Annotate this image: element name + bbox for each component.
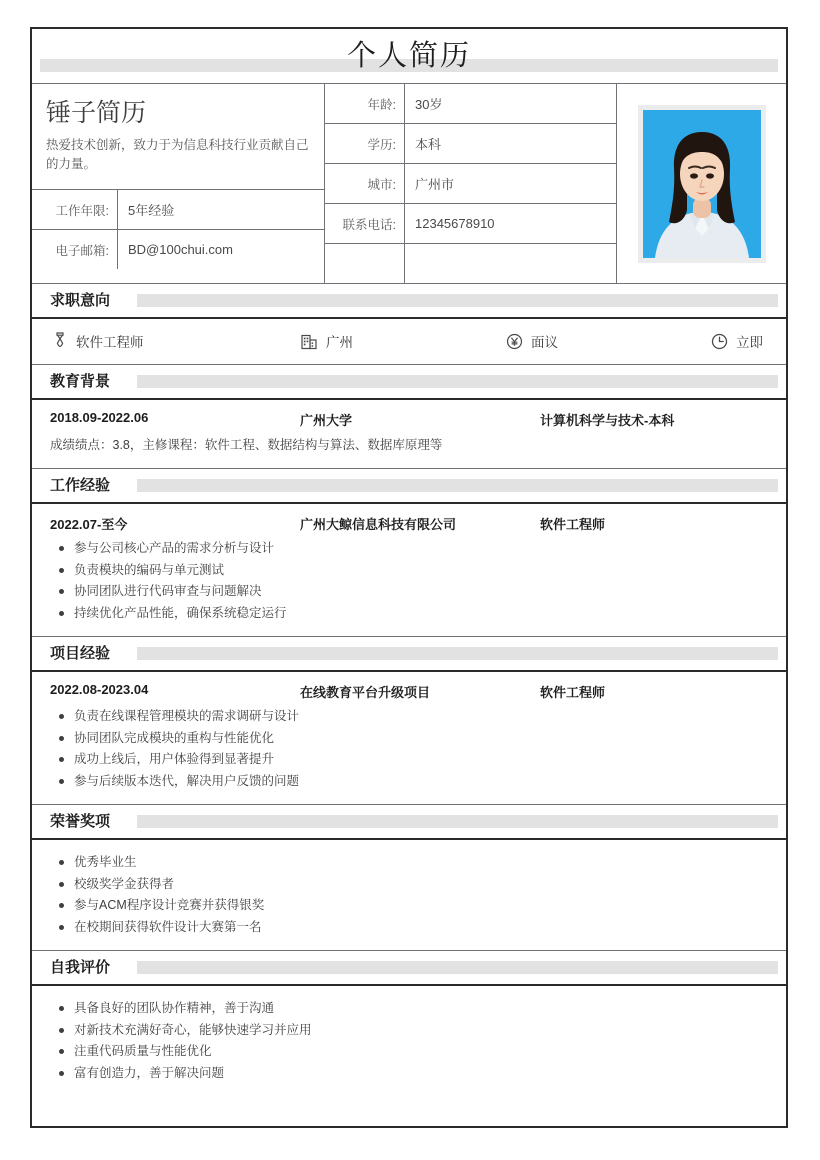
profile-header: [32, 83, 786, 284]
section-body-self-evaluation: [32, 986, 786, 1096]
list-item: 参与后续版本迭代，解决用户反馈的问题: [50, 771, 768, 793]
section-title: 自我评价: [50, 959, 111, 976]
intention-row: [50, 319, 768, 364]
field-value: 30岁: [415, 97, 443, 112]
list-item: 负责在线课程管理模块的需求调研与设计: [50, 706, 768, 728]
field-label-empty: [325, 244, 405, 283]
intention-salary: [505, 331, 710, 351]
entry-major: 计算机科学与技术-本科: [540, 413, 675, 428]
honors-list: [50, 852, 768, 938]
avatar: [638, 105, 766, 263]
field-value-empty: [405, 244, 616, 283]
section-title: 求职意向: [50, 292, 111, 309]
list-item: 对新技术充满好奇心，能够快速学习并应用: [50, 1020, 768, 1042]
entry-project-name: 在线教育平台升级项目: [300, 685, 431, 700]
intention-position: [50, 331, 300, 351]
photo-cell: [617, 84, 786, 283]
project-bullet-list: [50, 706, 768, 792]
profile-middle-column: [325, 84, 617, 283]
field-value: 广州市: [415, 177, 455, 192]
section-title: 教育背景: [50, 373, 111, 390]
entry-organization: 广州大学: [300, 413, 353, 428]
field-row-phone: [325, 204, 616, 244]
field-label: 年龄:: [325, 84, 405, 123]
name-box: [32, 84, 324, 190]
avatar-image: [643, 110, 761, 258]
clock-icon: [710, 332, 729, 351]
field-label: 联系电话:: [325, 204, 405, 243]
field-row-city: [325, 164, 616, 204]
section-band: [137, 479, 778, 492]
entry-role: 软件工程师: [540, 685, 606, 700]
list-item: 注重代码质量与性能优化: [50, 1041, 768, 1063]
section-body-project: [32, 672, 786, 805]
field-label: 学历:: [325, 124, 405, 163]
education-entry: [50, 410, 768, 456]
list-item: 参与公司核心产品的需求分析与设计: [50, 538, 768, 560]
list-item: 负责模块的编码与单元测试: [50, 560, 768, 582]
yen-icon: [505, 332, 524, 351]
page-title: 个人简历: [346, 40, 471, 72]
entry-date: 2022.07-至今: [50, 517, 128, 532]
entry-date: 2022.08-2023.04: [50, 682, 149, 697]
work-bullet-list: [50, 538, 768, 624]
section-header-self-evaluation: [32, 951, 786, 986]
field-label: 电子邮箱:: [32, 230, 118, 269]
field-row-education: [325, 124, 616, 164]
field-value: 本科: [415, 137, 442, 152]
section-header-work: [32, 469, 786, 504]
resume-page: [30, 27, 788, 1128]
entry-company: 广州大鲸信息科技有限公司: [300, 517, 457, 532]
field-row-empty: [325, 244, 616, 283]
intention-availability: [710, 331, 763, 351]
self-evaluation-list: [50, 998, 768, 1084]
entry-date: 2018.09-2022.06: [50, 410, 149, 425]
list-item: 在校期间获得软件设计大赛第一名: [50, 917, 768, 939]
section-title: 工作经验: [50, 477, 111, 494]
section-body-education: [32, 400, 786, 469]
section-title: 荣誉奖项: [50, 813, 111, 830]
portrait-illustration: [643, 110, 761, 258]
section-band: [137, 375, 778, 388]
field-label: 工作年限:: [32, 190, 118, 229]
field-row-email: [32, 230, 324, 269]
building-icon: [300, 332, 319, 351]
list-item: 成功上线后，用户体验得到显著提升: [50, 749, 768, 771]
work-entry: [50, 514, 768, 624]
section-header-project: [32, 637, 786, 672]
list-item: 持续优化产品性能，确保系统稳定运行: [50, 603, 768, 625]
intention-city-label: 广州: [326, 335, 353, 350]
list-item: 协同团队完成模块的重构与性能优化: [50, 728, 768, 750]
list-item: 校级奖学金获得者: [50, 874, 768, 896]
entry-header: [50, 514, 768, 533]
section-title: 项目经验: [50, 645, 111, 662]
entry-header: [50, 410, 768, 429]
section-body-intention: [32, 319, 786, 365]
list-item: 富有创造力，善于解决问题: [50, 1063, 768, 1085]
field-row-work-years: [32, 190, 324, 230]
intention-salary-label: 面议: [531, 335, 558, 350]
candidate-slogan: 热爱技术创新，致力于为信息科技行业贡献自己的力量。: [46, 138, 309, 171]
list-item: 优秀毕业生: [50, 852, 768, 874]
education-detail: 成绩绩点：3.8，主修课程：软件工程、数据结构与算法、数据库原理等: [50, 438, 443, 452]
profile-left-column: [32, 84, 325, 283]
entry-role: 软件工程师: [540, 517, 606, 532]
section-band: [137, 647, 778, 660]
field-label: 城市:: [325, 164, 405, 203]
intention-position-label: 软件工程师: [76, 335, 144, 350]
intention-city: [300, 331, 505, 351]
intention-availability-label: 立即: [736, 335, 763, 350]
project-entry: [50, 682, 768, 792]
section-band: [137, 815, 778, 828]
section-body-work: [32, 504, 786, 637]
field-value: 12345678910: [415, 216, 495, 231]
section-band: [137, 961, 778, 974]
section-header-honors: [32, 805, 786, 840]
list-item: 参与ACM程序设计竞赛并获得银奖: [50, 895, 768, 917]
field-row-age: [325, 84, 616, 124]
document-title-block: [32, 29, 786, 83]
field-value: 5年经验: [128, 203, 175, 218]
list-item: 具备良好的团队协作精神，善于沟通: [50, 998, 768, 1020]
section-header-intention: [32, 284, 786, 319]
tie-icon: [50, 332, 69, 351]
entry-header: [50, 682, 768, 701]
field-value: BD@100chui.com: [128, 242, 233, 257]
section-body-honors: [32, 840, 786, 951]
section-header-education: [32, 365, 786, 400]
candidate-name: 锤子简历: [46, 99, 147, 127]
section-band: [137, 294, 778, 307]
list-item: 协同团队进行代码审查与问题解决: [50, 581, 768, 603]
